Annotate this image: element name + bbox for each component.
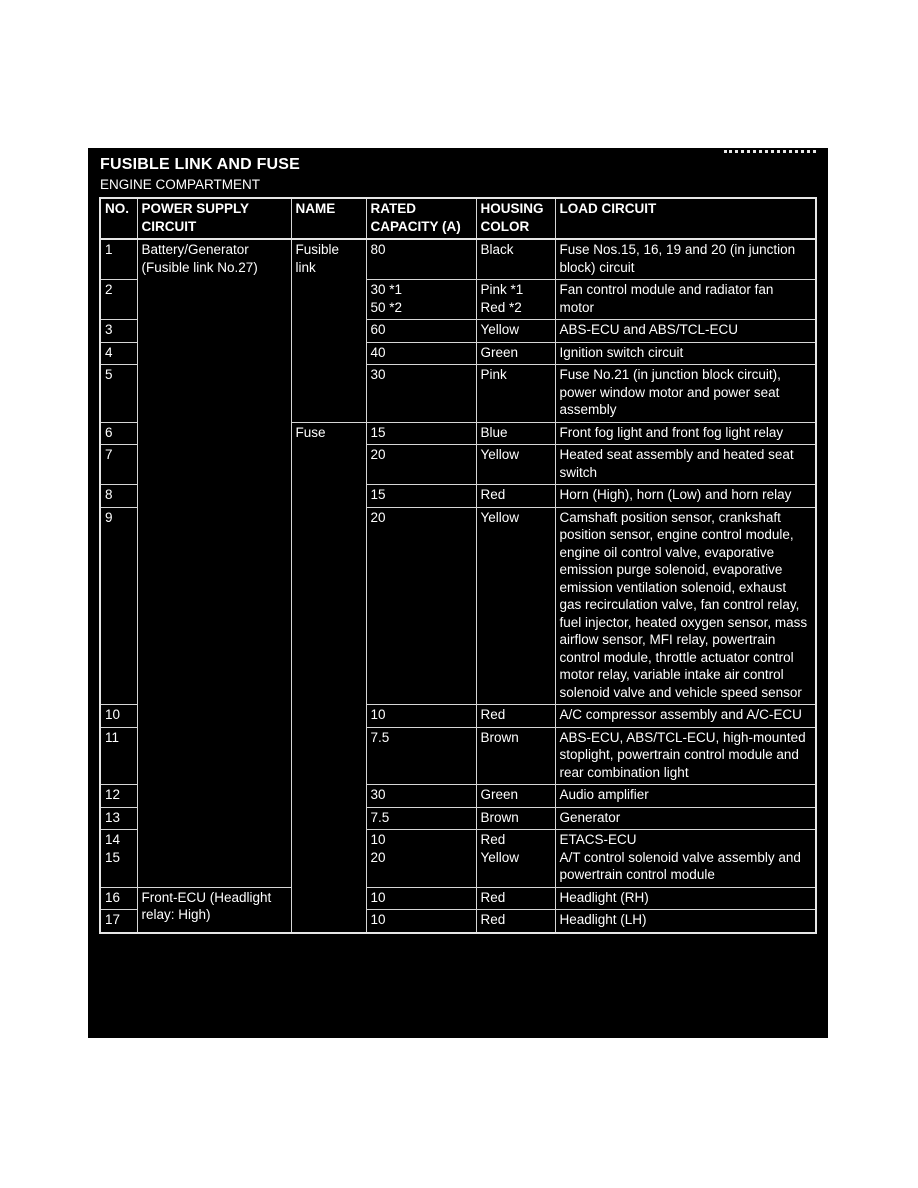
- cell-housing-color: Pink: [476, 365, 555, 423]
- cell-housing-color: Blue: [476, 422, 555, 445]
- capacity-line-2: 50 *2: [370, 299, 403, 315]
- cell-capacity: 10: [366, 887, 476, 910]
- cell-capacity: 15: [366, 422, 476, 445]
- cell-load-circuit: [555, 830, 816, 888]
- cell-capacity: 60: [366, 320, 476, 343]
- cell-load-circuit: Headlight (LH): [555, 910, 816, 933]
- cell-housing-color: Red: [476, 705, 555, 728]
- cell-capacity: 7.5: [366, 727, 476, 785]
- cell-capacity: 10: [366, 705, 476, 728]
- page-title: FUSIBLE LINK AND FUSE: [100, 156, 301, 173]
- cell-no: 5: [100, 365, 137, 423]
- cell-no: [100, 830, 137, 888]
- cell-housing-color: Black: [476, 239, 555, 280]
- cell-no: 12: [100, 785, 137, 808]
- header-power-supply-circuit: POWER SUPPLY CIRCUIT: [137, 198, 291, 239]
- page-subtitle: ENGINE COMPARTMENT: [100, 177, 261, 192]
- cell-no: 2: [100, 280, 137, 320]
- table-row: [100, 239, 816, 280]
- fuse-table: [99, 197, 817, 934]
- cell-housing-color: Brown: [476, 807, 555, 830]
- cell-no: 4: [100, 342, 137, 365]
- cell-load-circuit: Audio amplifier: [555, 785, 816, 808]
- cell-load-circuit: Fuse Nos.15, 16, 19 and 20 (in junction block) circuit: [555, 239, 816, 280]
- cell-capacity: 30: [366, 365, 476, 423]
- cell-load-circuit: A/C compressor assembly and A/C-ECU: [555, 705, 816, 728]
- cell-no: 6: [100, 422, 137, 445]
- cell-housing-color: Yellow: [476, 445, 555, 485]
- cell-capacity: 30: [366, 785, 476, 808]
- cell-power-supply: Front-ECU (Headlight relay: High): [137, 887, 291, 933]
- capacity-line-2: 20: [370, 849, 386, 865]
- header-load-circuit: LOAD CIRCUIT: [555, 198, 816, 239]
- manual-page: [88, 148, 828, 1038]
- cell-housing-color: Brown: [476, 727, 555, 785]
- cell-load-circuit: Heated seat assembly and heated seat switch: [555, 445, 816, 485]
- cell-housing-color: Green: [476, 785, 555, 808]
- clipped-text-fragment-icon: [724, 150, 816, 153]
- cell-capacity: [366, 280, 476, 320]
- cell-capacity: 15: [366, 485, 476, 508]
- cell-no: 11: [100, 727, 137, 785]
- header-housing-color: HOUSING COLOR: [476, 198, 555, 239]
- cell-housing-color: Yellow: [476, 507, 555, 705]
- cell-no: 16: [100, 887, 137, 910]
- color-line-1: Red: [480, 832, 506, 847]
- cell-housing-color: Red: [476, 887, 555, 910]
- cell-no: 10: [100, 705, 137, 728]
- cell-no: 9: [100, 507, 137, 705]
- cell-load-circuit: Front fog light and front fog light relay: [555, 422, 816, 445]
- header-name: NAME: [291, 198, 366, 239]
- cell-load-circuit: Ignition switch circuit: [555, 342, 816, 365]
- cell-no: 3: [100, 320, 137, 343]
- cell-load-circuit: ABS-ECU and ABS/TCL-ECU: [555, 320, 816, 343]
- header-rated-capacity: RATED CAPACITY (A): [366, 198, 476, 239]
- cell-housing-color: Yellow: [476, 320, 555, 343]
- cell-load-circuit: Horn (High), horn (Low) and horn relay: [555, 485, 816, 508]
- header-no: NO.: [100, 198, 137, 239]
- table-header-row: [100, 198, 816, 239]
- cell-housing-color: Green: [476, 342, 555, 365]
- cell-name: Fusible link: [291, 239, 366, 422]
- cell-load-circuit: Headlight (RH): [555, 887, 816, 910]
- cell-capacity: 40: [366, 342, 476, 365]
- color-line-1: Pink *1: [480, 282, 524, 297]
- cell-housing-color: Red: [476, 910, 555, 933]
- cell-capacity: 20: [366, 445, 476, 485]
- cell-capacity: 10: [366, 910, 476, 933]
- load-line-2: A/T control solenoid valve assembly and powertrain control module: [559, 849, 801, 882]
- cell-load-circuit: Generator: [555, 807, 816, 830]
- cell-no: 13: [100, 807, 137, 830]
- table-row: [100, 887, 816, 910]
- cell-capacity: [366, 830, 476, 888]
- cell-no: 7: [100, 445, 137, 485]
- cell-capacity: 20: [366, 507, 476, 705]
- capacity-line-1: 10: [370, 832, 386, 847]
- cell-housing-color: Red: [476, 485, 555, 508]
- cell-housing-color: [476, 830, 555, 888]
- cell-housing-color: [476, 280, 555, 320]
- color-line-2: Red *2: [480, 299, 522, 315]
- no-line-2: 15: [105, 849, 121, 865]
- cell-load-circuit: Camshaft position sensor, crankshaft position sensor, engine control module, engine oil control valve, evaporative emission purge solenoid, evaporative emission ventilation solenoid, exhaust gas recirculation valve, fan control relay, fuel injector, heated oxygen sensor, mass airflow sensor, MFI relay, powertrain control module, throttle actuator control motor relay, variable intake air control solenoid valve and vehicle speed sensor: [555, 507, 816, 705]
- cell-capacity: 7.5: [366, 807, 476, 830]
- cell-no: 17: [100, 910, 137, 933]
- cell-load-circuit: ABS-ECU, ABS/TCL-ECU, high-mounted stoplight, powertrain control module and rear combination light: [555, 727, 816, 785]
- cell-capacity: 80: [366, 239, 476, 280]
- no-line-1: 14: [105, 832, 121, 847]
- capacity-line-1: 30 *1: [370, 282, 403, 297]
- cell-load-circuit: Fuse No.21 (in junction block circuit), power window motor and power seat assembly: [555, 365, 816, 423]
- load-line-1: ETACS-ECU: [559, 832, 637, 847]
- cell-load-circuit: Fan control module and radiator fan motor: [555, 280, 816, 320]
- cell-no: 1: [100, 239, 137, 280]
- color-line-2: Yellow: [480, 849, 520, 865]
- cell-name: Fuse: [291, 422, 366, 933]
- cell-power-supply: Battery/Generator (Fusible link No.27): [137, 239, 291, 887]
- cell-no: 8: [100, 485, 137, 508]
